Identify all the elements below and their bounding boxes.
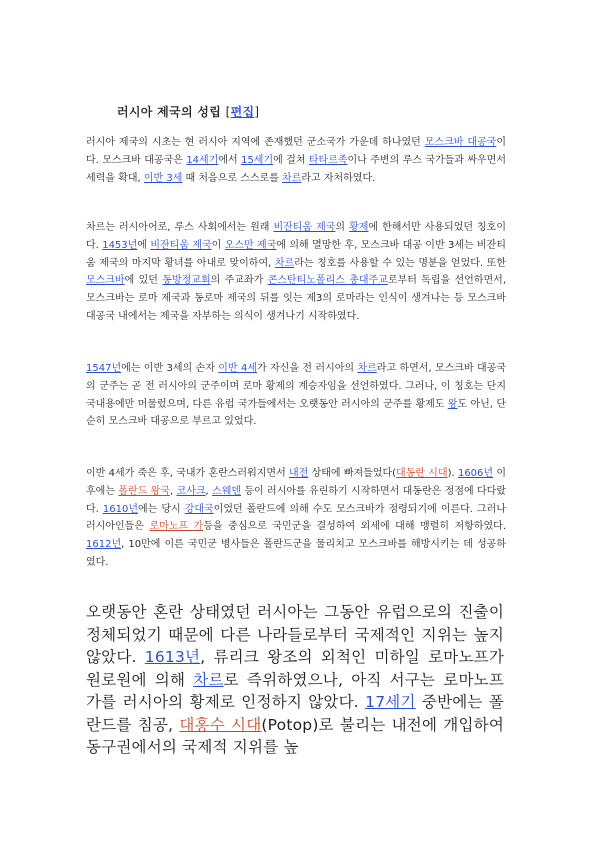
- link-ivan-iii[interactable]: 이반 3세: [143, 172, 183, 184]
- link-kingdom-of-poland[interactable]: 폴란드 왕국: [118, 485, 170, 497]
- link-17th-century[interactable]: 17세기: [365, 693, 416, 711]
- link-moscow-grand-duchy[interactable]: 모스크바 대공국: [424, 137, 497, 148]
- text: 이후에는: [86, 468, 506, 497]
- link-eastern-orthodox-church[interactable]: 동방정교회: [162, 275, 211, 287]
- text: 로 즉위하였으나, 아직 서구는 로마노프 가를 러시아의 황제로 인정하지 않았다.: [86, 670, 505, 711]
- link-moscow[interactable]: 모스크바: [86, 275, 125, 287]
- link-tatars[interactable]: 타타르족: [308, 154, 348, 166]
- text: 에는 당시: [138, 503, 185, 515]
- text: 도 아닌, 단순히 모스크바 대공으로 부르고 있었다.: [86, 398, 506, 428]
- link-1547[interactable]: 1547년: [86, 363, 122, 374]
- edit-bracket-open: [: [225, 105, 231, 119]
- link-ottoman-empire[interactable]: 오스만 제국: [224, 239, 277, 251]
- text: 상태에 빠져들었다(: [308, 468, 397, 479]
- text: 에: [137, 239, 151, 251]
- link-ecumenical-patriarch[interactable]: 콘스탄티노폴리스 총대주교: [267, 275, 388, 287]
- paragraph-5: [86, 601, 504, 759]
- link-ivan-iv[interactable]: 이반 4세: [218, 363, 257, 374]
- link-byzantine-empire[interactable]: 비잔티움 제국: [150, 239, 212, 251]
- text: 러시아 제국의 시초는 현 러시아 지역에 존재했던 군소국가 가운데 하나였던: [86, 137, 425, 148]
- text: , 류리크 왕조의 외척인 미하일 로마노프가 원로원에 의해: [86, 648, 504, 689]
- text: (Potop)로 불리는 내전에 개입하여 동구권에서의 국제적 지위를 높: [86, 715, 504, 756]
- link-house-of-romanov[interactable]: 로마노프 가: [149, 521, 204, 533]
- link-emperor[interactable]: 황제: [349, 222, 369, 233]
- text: 때 처음으로 스스로를: [182, 172, 283, 184]
- text: 이나 주변의 루스 국가들과 싸우면서 세력을 확대,: [86, 154, 507, 184]
- text: , 10만에 이른 국민군 병사들은 폴란드군을 물리치고 모스크바를 해방시키는 데 성공하였다.: [86, 539, 506, 568]
- text: 에 의해 멸망한 후, 모스크바 대공 이반 3세는 비잔티움 제국의 마지막 황녀를 아내로 맞이하여,: [86, 239, 507, 269]
- text: 이반 4세가 죽은 후, 국내가 혼란스러워지면서: [86, 468, 289, 479]
- text: ,: [205, 485, 213, 497]
- text: 에는 이반 3세의 손자: [121, 363, 219, 374]
- text: 에 걸쳐: [273, 154, 309, 166]
- edit-bracket-close: ]: [254, 105, 260, 119]
- link-tsar[interactable]: 차르: [193, 670, 224, 689]
- section-heading: [117, 103, 259, 120]
- link-1610[interactable]: 1610년: [102, 503, 138, 515]
- paragraph-4: [86, 465, 506, 572]
- text: 차르는 러시아어로, 루스 사회에서는 원래: [86, 222, 274, 233]
- link-great-power[interactable]: 강대국: [184, 503, 214, 515]
- text: 이다. 모스크바 대공국은: [86, 137, 506, 166]
- text: 등을 중심으로 국민군을 결성하여 외세에 대해 맹렬히 저항하였다.: [203, 521, 507, 533]
- link-civil-war[interactable]: 내전: [289, 468, 309, 479]
- text: 이었던 폴란드에 의해 수도 모스크바가 점령되기에 이른다. 그러나 러시아인들은: [86, 503, 507, 533]
- link-1613[interactable]: 1613년: [144, 648, 201, 666]
- link-tsar[interactable]: 차르: [282, 172, 302, 184]
- link-byzantine-empire[interactable]: 비잔티움 제국: [273, 222, 336, 233]
- link-sweden[interactable]: 스웨덴: [212, 485, 242, 497]
- text: 에 한해서만 사용되었던 칭호이다.: [86, 222, 507, 251]
- link-1612[interactable]: 1612년: [86, 539, 122, 551]
- text: 의 주교좌가: [210, 275, 268, 287]
- text: 이: [211, 239, 225, 251]
- link-tsar[interactable]: 차르: [274, 257, 295, 269]
- text: 등이 러시아를 유린하기 시작하면서 대동란은 정점에 다다랐다.: [86, 485, 506, 515]
- link-14th-century[interactable]: 14세기: [186, 154, 219, 166]
- text: 로부터 독립을 선언하면서, 모스크바는 로마 제국과 동로마 제국의 뒤를 잇는 제3의 로마라는 인식이 생겨나는 등 모스크바 대공국 내에서는 제국을 자부하는 의식이 생겨나기 시작하였다.: [86, 275, 506, 322]
- text: 라는 칭호를 사용할 수 있는 명분을 얻었다. 또한: [294, 257, 506, 269]
- text: 가 자신을 전 러시아의: [257, 363, 358, 374]
- text: 의: [335, 222, 350, 233]
- text: 라고 자처하였다.: [301, 172, 376, 184]
- text: 중반에는 폴란드를 침공,: [86, 693, 505, 734]
- link-1606[interactable]: 1606년: [457, 468, 494, 479]
- text: ,: [170, 485, 177, 497]
- text: 오랫동안 혼란 상태였던 러시아는 그동안 유럽으로의 진출이 정체되었기 때문에 다른 나라들로부터 국제적인 지위는 높지 않았다.: [86, 603, 504, 666]
- text: 라고 하면서, 모스크바 대공국의 군주는 곧 전 러시아의 군주이며 로마 황제의 계승자임을 선언하였다. 그러나, 이 칭호는 단지 국내용에만 머물렀으며, 다른 유럽 국가들에서는 오랫동안 러시아의 군주를 황제도: [86, 363, 507, 410]
- link-cossacks[interactable]: 코사크: [176, 485, 206, 497]
- link-time-of-troubles[interactable]: 대동란 시대: [396, 468, 448, 479]
- link-deluge[interactable]: 대홍수 시대: [179, 715, 262, 734]
- text: 에 있던: [124, 275, 163, 287]
- heading-title: 러시아 제국의 성립: [117, 105, 222, 119]
- link-tsar[interactable]: 차르: [357, 363, 377, 374]
- paragraph-3: [86, 360, 506, 431]
- paragraph-2: [86, 219, 506, 326]
- paragraph-1: [86, 134, 506, 187]
- link-1453[interactable]: 1453년: [102, 239, 138, 251]
- link-king[interactable]: 왕: [447, 398, 458, 410]
- text: 에서: [218, 154, 242, 166]
- text: ).: [447, 468, 458, 479]
- link-15th-century[interactable]: 15세기: [241, 154, 274, 166]
- edit-link[interactable]: 편집: [230, 105, 255, 119]
